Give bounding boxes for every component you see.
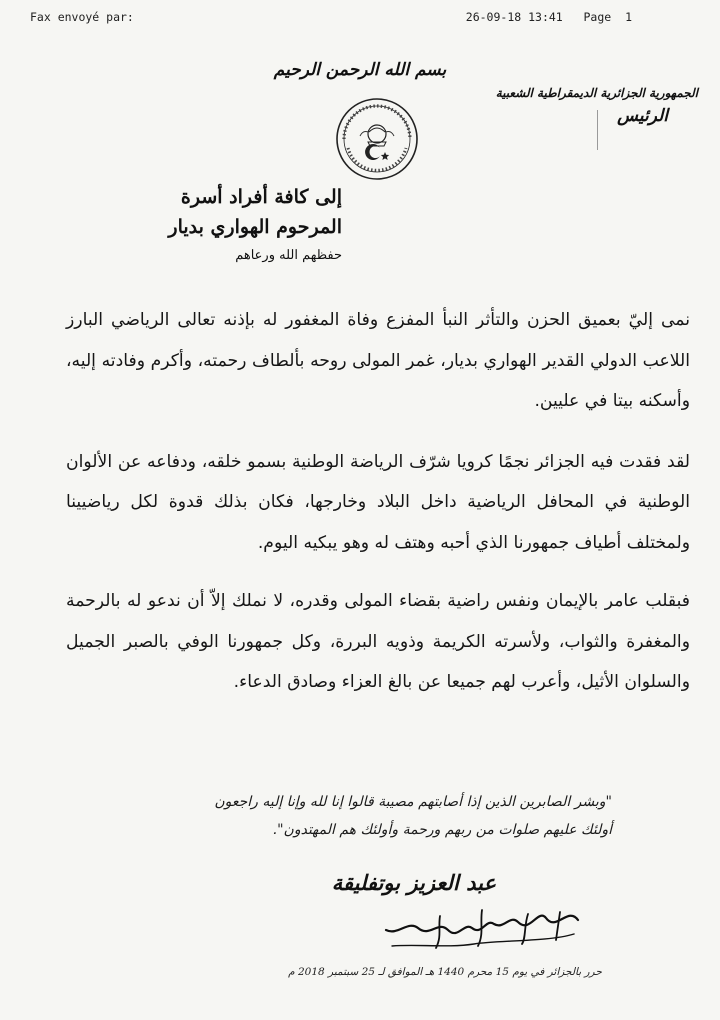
quran-verse [66,788,612,844]
body-paragraph: لقد فقدت فيه الجزائر نجمًا كرويا شرّف الرياضة الوطنية بسمو خلقه، ودفاعه عن الألوان الوطنية في المحافل الرياضية داخل البلاد وخارجها، فكان بذلك قدوة لكل رياضيينا ولمختلف أطياف جمهورنا الذي أحبه وهتف له وهو يبكيه اليوم. [66,451,690,553]
basmala: بسم الله الرحمن الرحيم [273,60,447,80]
verse-line-2: أولئك عليهم صلوات من ربهم ورحمة وأولئك هم المهتدون". [272,822,612,838]
letter-body [66,300,690,723]
signatory-name: عبد العزيز بوتفليقة [331,870,496,895]
footer-date-note: حرر بالجزائر في يوم 15 محرم 1440 هـ الموافق لـ 25 سبتمبر 2018 م [288,966,602,978]
republic-title: الجمهورية الجزائرية الديمقراطية الشعبية [495,86,698,100]
fax-sender-label: Fax envoyé par: [30,10,134,24]
fax-page-label: Page [583,10,612,24]
national-seal-icon [334,96,420,182]
fax-datetime: 26-09-18 13:41 [465,10,563,24]
addressee-block [42,186,342,263]
fax-meta [466,10,632,24]
body-paragraph: نمى إليّ بعميق الحزن والتأثر النبأ المفزع وفاة المغفور له بإذنه تعالى الرياضي البارز اللاعب الدولي القدير الهواري بديار، غمر المولى روحه بألطاف رحمته، وأكرم وفادته إليه، وأسكنه بيتا في عليين. [66,310,690,411]
handwritten-signature-icon [378,900,588,956]
verse-line-1: "وبشر الصابرين الذين إذا أصابتهم مصيبة قالوا إنا لله وإنا إليه راجعون [214,794,612,810]
body-paragraph: فبقلب عامر بالإيمان ونفس راضية بقضاء المولى وقدره، لا نملك إلاّ أن ندعو له بالرحمة والمغفرة والثواب، ولأسرته الكريمة وذويه البررة، وكل جمهورنا الوفي بالصبر الجميل والسلوان الأثيل، وأعرب لهم جميعا عن بالغ العزاء وصادق الدعاء. [66,591,690,692]
fax-header [0,10,720,26]
office-title: الرئيس [617,106,668,126]
fax-page-number: 1 [625,10,632,24]
margin-mark [597,110,600,150]
addressee-line-1: إلى كافة أفراد أسرة [180,186,342,208]
addressee-blessing: حفظهم الله ورعاهم [235,248,342,263]
addressee-line-2: المرحوم الهواري بديار [168,216,342,238]
